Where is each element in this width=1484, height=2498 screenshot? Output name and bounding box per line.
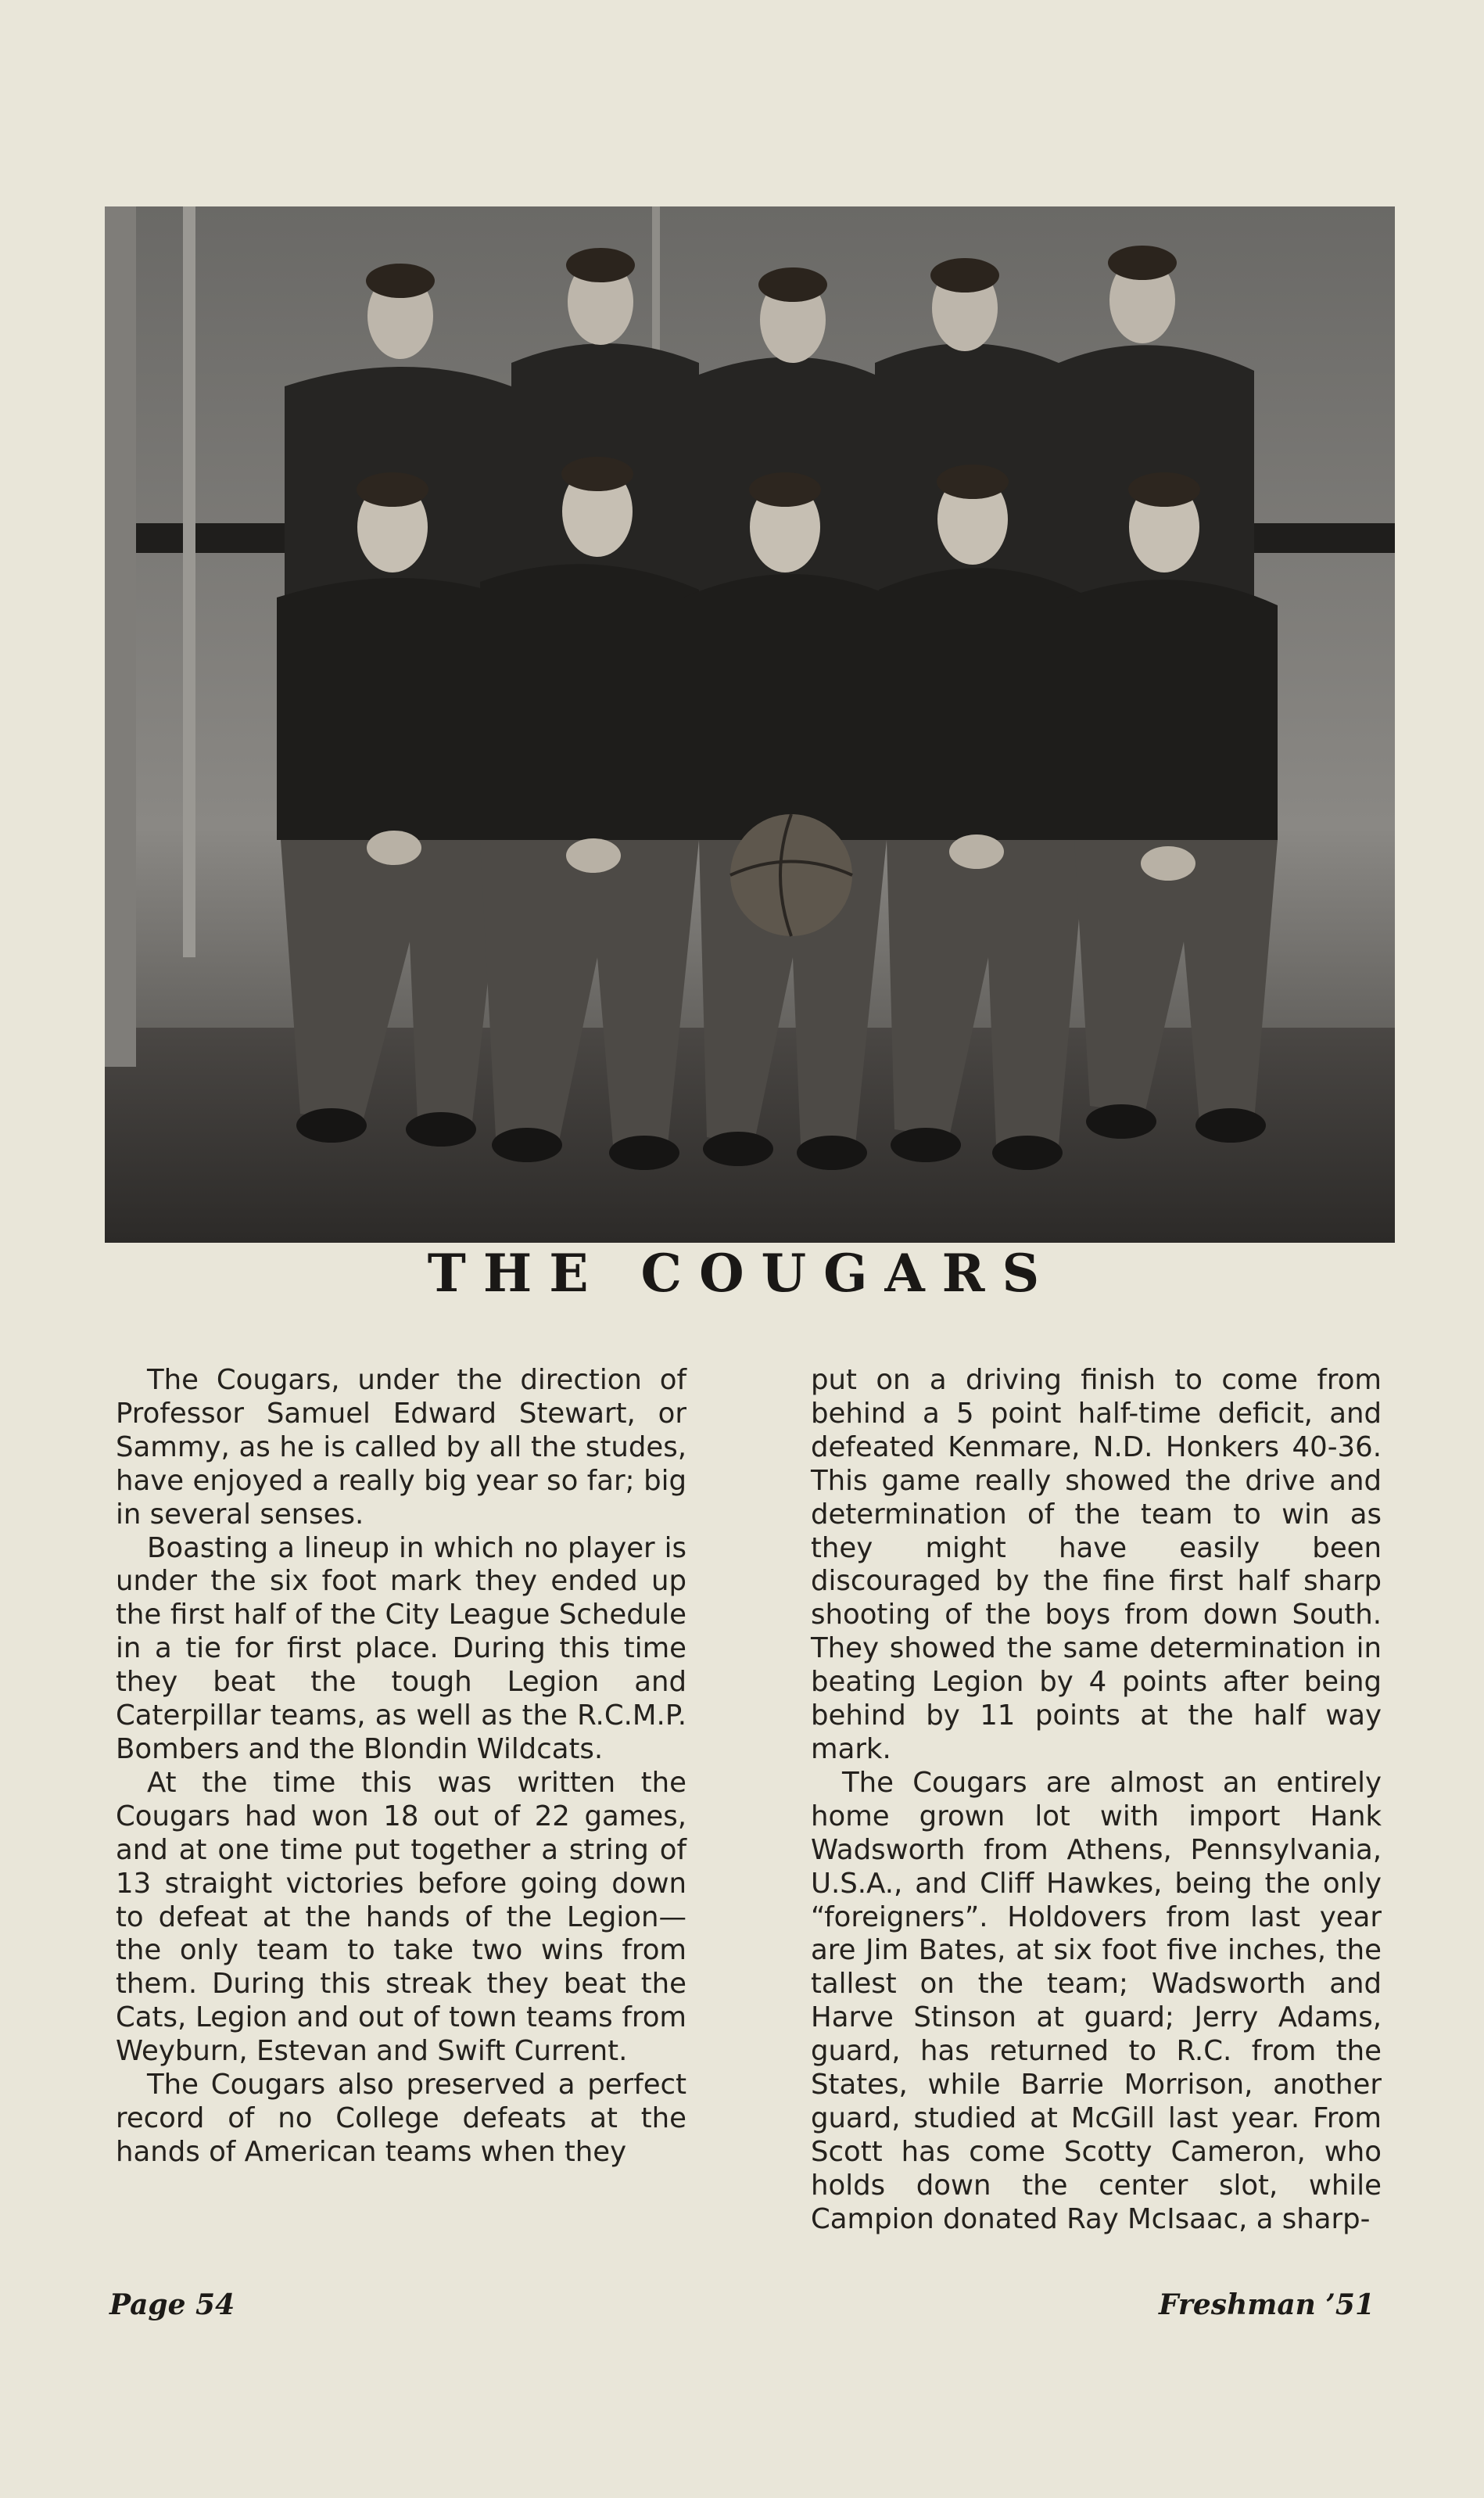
paragraph: The Cougars, under the direction of Professor Samuel Edward Stewart, or Sammy, as he is called by all the studes, have enjoyed a really big year so far; big in several senses. <box>116 1364 686 1531</box>
paragraph: The Cougars also preserved a perfect record of no College defeats at the hands of American teams when they <box>116 2069 686 2168</box>
article-left-column <box>116 1364 686 2170</box>
paragraph: At the time this was written the Cougars had won 18 out of 22 games, and at one time put together a string of 13 straight victories before going down to defeat at the hands of the Legion—the only team to take two wins from them. During this streak they beat the Cats, Legion and out of town teams from Weyburn, Estevan and Swift Current. <box>116 1766 686 2068</box>
publication-name: Freshman ’51 <box>1159 2288 1375 2321</box>
page-title: THE COUGARS <box>427 1243 1057 1304</box>
page-number: Page 54 <box>109 2288 235 2321</box>
team-photo <box>105 206 1395 1243</box>
paragraph: The Cougars are almost an entirely home grown lot with import Hank Wadsworth from Athens, Pennsylvania, U.S.A., and Cliff Hawkes, being the only “foreigners”. Holdovers from last year are Jim Bates, at six foot five inches, the tallest on the team; Wadsworth and Harve Stinson at guard; Jerry Adams, guard, has returned to R.C. from the States, while Barrie Morrison, another guard, studied at McGill last year. From Scott has come Scotty Cameron, who holds down the center slot, while Campion donated Ray McIsaac, a sharp- <box>811 1766 1382 2235</box>
team-photo-illustration <box>105 206 1395 1243</box>
paragraph: Boasting a lineup in which no player is under the six foot mark they ended up the first half of the City League Schedule in a tie for first place. During this time they beat the tough Legion and Caterpillar teams, as well as the R.C.M.P. Bombers and the Blondin Wildcats. <box>116 1531 686 1765</box>
article-right-column <box>811 1364 1382 2237</box>
paragraph: put on a driving finish to come from behind a 5 point half-time deficit, and defeated Kenmare, N.D. Honkers 40-36. This game really showed the drive and determination of the team to win as they might have easily been discouraged by the fine first half sharp shooting of the boys from down South. They showed the same determination in beating Legion by 4 points after being behind by 11 points at the half way mark. <box>811 1364 1382 1765</box>
